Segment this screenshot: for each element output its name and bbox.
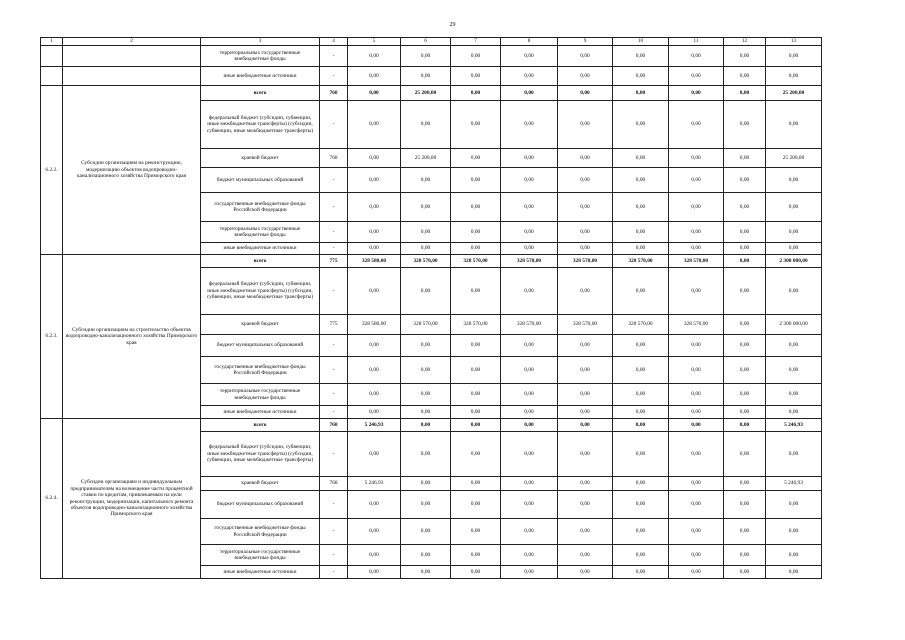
amount-cell: 0,00 [724,46,766,67]
amount-cell: 0,00 [613,168,669,193]
amount-cell: 0,00 [401,545,451,566]
amount-cell: 0,00 [348,357,401,384]
measure-title: Субсидии организациям на строительство объектов водопроводно-канализационного хозяйства Приморского края [63,255,201,419]
amount-cell: 0,00 [558,168,613,193]
amount-cell: 0,00 [401,384,451,406]
page-number: 29 [449,22,456,28]
funding-source: государственные внебюджетные фонды Российской Федерации [201,357,320,384]
amount-cell: 0,00 [451,168,501,193]
amount-cell: 0,00 [558,545,613,566]
budget-code: - [320,357,348,384]
amount-cell: 0,00 [501,477,558,491]
amount-cell: 0,00 [724,566,766,579]
amount-cell: 5 246,93 [348,419,401,432]
amount-cell: 328 580,00 [348,255,401,268]
amount-cell: 0,00 [348,335,401,357]
budget-table [40,37,822,579]
budget-code: - [320,545,348,566]
amount-cell: 0,00 [501,566,558,579]
column-header: 1 [41,38,63,46]
amount-cell: 0,00 [401,243,451,255]
amount-cell: 0,00 [451,545,501,566]
amount-cell: 0,00 [401,491,451,519]
empty-cell [63,67,201,86]
amount-cell: 0,00 [613,222,669,243]
amount-cell: 0,00 [613,46,669,67]
funding-source: федеральный бюджет (субсидии, субвенции, иные межбюджетные трансферты) (субсидии, субвенции, иные межбюджетные трансферты) [201,101,320,149]
amount-cell: 0,00 [401,67,451,86]
column-header: 4 [320,38,348,46]
amount-cell: 25 200,00 [401,149,451,168]
amount-cell: 0,00 [669,149,724,168]
amount-cell: 0,00 [501,335,558,357]
amount-cell: 0,00 [766,243,822,255]
amount-cell: 0,00 [401,222,451,243]
budget-code: - [320,406,348,419]
amount-cell: 0,00 [669,545,724,566]
measure-number: 6.2.4. [41,419,63,579]
amount-cell: 0,00 [766,491,822,519]
amount-cell: 0,00 [348,149,401,168]
funding-source: иные внебюджетные источники [201,243,320,255]
funding-source: федеральный бюджет (субсидии, субвенции, иные межбюджетные трансферты) (субсидии, субвенции, иные межбюджетные трансферты) [201,432,320,477]
funding-source: краевой бюджет [201,149,320,168]
amount-cell: 0,00 [613,406,669,419]
table-row [41,86,822,101]
column-header: 9 [558,38,613,46]
budget-code: - [320,46,348,67]
amount-cell: 0,00 [724,86,766,101]
amount-cell: 0,00 [724,149,766,168]
amount-cell: 0,00 [669,268,724,315]
column-header: 3 [201,38,320,46]
funding-source: государственные внебюджетные фонды Российской Федерации [201,193,320,222]
amount-cell: 328 570,00 [451,255,501,268]
amount-cell: 0,00 [613,545,669,566]
header-row [41,38,822,46]
funding-source: краевой бюджет [201,315,320,335]
budget-code: - [320,519,348,545]
budget-code: - [320,67,348,86]
amount-cell: 0,00 [766,46,822,67]
amount-cell: 25 200,00 [766,149,822,168]
amount-cell: 0,00 [766,406,822,419]
amount-cell: 5 246,93 [766,477,822,491]
amount-cell: 0,00 [613,243,669,255]
column-header: 13 [766,38,822,46]
amount-cell: 0,00 [501,519,558,545]
amount-cell: 0,00 [401,193,451,222]
budget-code: - [320,566,348,579]
amount-cell: 0,00 [501,168,558,193]
amount-cell: 2 300 000,00 [766,255,822,268]
amount-cell: 0,00 [766,432,822,477]
amount-cell: 328 570,00 [613,255,669,268]
amount-cell: 0,00 [451,268,501,315]
amount-cell: 0,00 [558,519,613,545]
funding-source: территориальные государственные внебюджетные фонды [201,545,320,566]
amount-cell: 0,00 [669,432,724,477]
amount-cell: 0,00 [558,67,613,86]
amount-cell: 0,00 [558,406,613,419]
amount-cell: 0,00 [451,357,501,384]
amount-cell: 0,00 [766,101,822,149]
amount-cell: 0,00 [766,545,822,566]
amount-cell: 0,00 [613,491,669,519]
amount-cell: 0,00 [613,86,669,101]
amount-cell: 0,00 [451,519,501,545]
amount-cell: 0,00 [451,101,501,149]
amount-cell: 0,00 [348,384,401,406]
amount-cell: 5 246,93 [348,477,401,491]
funding-source: краевой бюджет [201,477,320,491]
amount-cell: 0,00 [724,193,766,222]
amount-cell: 0,00 [348,222,401,243]
amount-cell: 0,00 [766,268,822,315]
amount-cell: 0,00 [724,545,766,566]
amount-cell: 0,00 [451,193,501,222]
amount-cell: 0,00 [451,222,501,243]
amount-cell: 0,00 [766,222,822,243]
amount-cell: 0,00 [558,86,613,101]
amount-cell: 328 580,00 [348,315,401,335]
amount-cell: 0,00 [766,193,822,222]
amount-cell: 0,00 [766,168,822,193]
empty-cell [63,46,201,67]
budget-code: - [320,268,348,315]
amount-cell: 0,00 [558,193,613,222]
amount-cell: 0,00 [451,46,501,67]
amount-cell: 0,00 [613,67,669,86]
column-header: 6 [401,38,451,46]
amount-cell: 0,00 [558,222,613,243]
amount-cell: 0,00 [501,268,558,315]
amount-cell: 0,00 [348,46,401,67]
table-row [41,255,822,268]
amount-cell: 0,00 [669,243,724,255]
amount-cell: 5 246,93 [766,419,822,432]
amount-cell: 0,00 [558,357,613,384]
funding-source: бюджет муниципальных образований [201,335,320,357]
amount-cell: 0,00 [501,545,558,566]
amount-cell: 0,00 [348,432,401,477]
amount-cell: 0,00 [501,432,558,477]
amount-cell: 0,00 [724,406,766,419]
amount-cell: 0,00 [766,67,822,86]
funding-source: территориальных государственные внебюджетные фонды [201,46,320,67]
budget-code: - [320,384,348,406]
amount-cell: 0,00 [724,432,766,477]
amount-cell: 0,00 [766,357,822,384]
budget-code: - [320,491,348,519]
empty-cell [41,67,63,86]
amount-cell: 0,00 [724,335,766,357]
amount-cell: 0,00 [501,419,558,432]
amount-cell: 0,00 [348,268,401,315]
amount-cell: 0,00 [558,491,613,519]
budget-code: - [320,335,348,357]
amount-cell: 0,00 [613,432,669,477]
amount-cell: 0,00 [724,255,766,268]
amount-cell: 0,00 [724,268,766,315]
amount-cell: 0,00 [401,519,451,545]
column-header: 10 [613,38,669,46]
amount-cell: 0,00 [501,406,558,419]
amount-cell: 0,00 [724,101,766,149]
amount-cell: 328 570,00 [501,315,558,335]
amount-cell: 0,00 [613,193,669,222]
budget-code: 768 [320,149,348,168]
amount-cell: 0,00 [501,86,558,101]
amount-cell: 0,00 [451,477,501,491]
amount-cell: 0,00 [669,335,724,357]
funding-source: федеральный бюджет (субсидии, субвенции, иные межбюджетные трансферты) (субсидии, субвенции, иные межбюджетные трансферты) [201,268,320,315]
amount-cell: 0,00 [558,101,613,149]
funding-source: иные внебюджетные источники [201,566,320,579]
amount-cell: 0,00 [669,419,724,432]
amount-cell: 0,00 [451,419,501,432]
funding-source: бюджет муниципальных образований [201,491,320,519]
amount-cell: 0,00 [501,243,558,255]
budget-code: - [320,101,348,149]
amount-cell: 0,00 [451,432,501,477]
column-header: 12 [724,38,766,46]
amount-cell: 328 570,00 [558,255,613,268]
column-header: 5 [348,38,401,46]
amount-cell: 0,00 [451,335,501,357]
amount-cell: 0,00 [451,149,501,168]
amount-cell: 0,00 [766,566,822,579]
amount-cell: 0,00 [348,101,401,149]
amount-cell: 0,00 [766,519,822,545]
amount-cell: 0,00 [724,491,766,519]
amount-cell: 328 570,00 [451,315,501,335]
amount-cell: 0,00 [558,566,613,579]
amount-cell: 0,00 [669,67,724,86]
amount-cell: 0,00 [501,67,558,86]
amount-cell: 0,00 [613,268,669,315]
funding-source: всего [201,255,320,268]
amount-cell: 328 570,00 [401,255,451,268]
amount-cell: 0,00 [724,419,766,432]
amount-cell: 0,00 [613,566,669,579]
funding-source: иные внебюджетные источники [201,406,320,419]
amount-cell: 0,00 [669,519,724,545]
amount-cell: 0,00 [724,243,766,255]
empty-cell [41,46,63,67]
funding-source: территориальных государственные внебюджетные фонды [201,222,320,243]
amount-cell: 0,00 [558,384,613,406]
amount-cell: 0,00 [724,384,766,406]
amount-cell: 0,00 [724,67,766,86]
amount-cell: 0,00 [613,357,669,384]
amount-cell: 0,00 [669,222,724,243]
amount-cell: 0,00 [348,406,401,419]
amount-cell: 0,00 [558,419,613,432]
amount-cell: 0,00 [451,566,501,579]
amount-cell: 0,00 [669,46,724,67]
budget-code: - [320,193,348,222]
amount-cell: 0,00 [724,222,766,243]
amount-cell: 0,00 [451,86,501,101]
amount-cell: 0,00 [613,419,669,432]
amount-cell: 0,00 [451,67,501,86]
amount-cell: 2 300 000,00 [766,315,822,335]
amount-cell: 0,00 [451,491,501,519]
amount-cell: 0,00 [558,149,613,168]
amount-cell: 0,00 [669,86,724,101]
amount-cell: 0,00 [401,432,451,477]
amount-cell: 0,00 [613,519,669,545]
amount-cell: 0,00 [348,545,401,566]
amount-cell: 0,00 [401,477,451,491]
funding-source: государственные внебюджетные фонды Российской Федерации [201,519,320,545]
amount-cell: 328 570,00 [501,255,558,268]
amount-cell: 0,00 [766,384,822,406]
budget-code: - [320,243,348,255]
amount-cell: 0,00 [558,477,613,491]
amount-cell: 0,00 [724,357,766,384]
amount-cell: 0,00 [613,101,669,149]
amount-cell: 0,00 [724,168,766,193]
amount-cell: 0,00 [348,168,401,193]
amount-cell: 0,00 [348,193,401,222]
funding-source: иные внебюджетные источники [201,67,320,86]
amount-cell: 0,00 [401,168,451,193]
amount-cell: 25 200,00 [766,86,822,101]
amount-cell: 0,00 [613,384,669,406]
amount-cell: 0,00 [501,46,558,67]
amount-cell: 0,00 [451,243,501,255]
amount-cell: 0,00 [401,101,451,149]
measure-title: Субсидии организациям и индивидуальным предпринимателям на возмещение части процентной ставки по кредитам, привлекаемым на цели реконструкции, модернизации, капитального ремонта объектов водопроводно-канализационного хозяйства Приморского края [63,419,201,579]
budget-code: - [320,222,348,243]
amount-cell: 0,00 [348,519,401,545]
amount-cell: 0,00 [558,46,613,67]
amount-cell: 328 570,00 [669,255,724,268]
funding-source: всего [201,86,320,101]
budget-code: 768 [320,419,348,432]
amount-cell: 0,00 [669,384,724,406]
amount-cell: 0,00 [501,491,558,519]
amount-cell: 0,00 [401,419,451,432]
amount-cell: 0,00 [501,222,558,243]
amount-cell: 0,00 [348,86,401,101]
amount-cell: 0,00 [451,406,501,419]
table-row [41,67,822,86]
amount-cell: 0,00 [501,149,558,168]
amount-cell: 0,00 [501,357,558,384]
budget-code: 775 [320,315,348,335]
amount-cell: 0,00 [669,193,724,222]
amount-cell: 328 570,00 [669,315,724,335]
amount-cell: 0,00 [401,335,451,357]
budget-code: 768 [320,86,348,101]
amount-cell: 0,00 [669,101,724,149]
amount-cell: 0,00 [401,566,451,579]
amount-cell: 0,00 [501,101,558,149]
amount-cell: 328 570,00 [613,315,669,335]
column-header: 2 [63,38,201,46]
column-header: 8 [501,38,558,46]
column-header: 11 [669,38,724,46]
budget-code: 768 [320,477,348,491]
amount-cell: 328 570,00 [558,315,613,335]
amount-cell: 0,00 [724,519,766,545]
amount-cell: 0,00 [613,335,669,357]
amount-cell: 0,00 [669,357,724,384]
amount-cell: 0,00 [401,406,451,419]
amount-cell: 328 570,00 [401,315,451,335]
amount-cell: 0,00 [669,168,724,193]
amount-cell: 0,00 [558,268,613,315]
column-header: 7 [451,38,501,46]
measure-number: 6.2.2. [41,86,63,255]
amount-cell: 0,00 [451,384,501,406]
budget-code: 775 [320,255,348,268]
amount-cell: 0,00 [348,491,401,519]
funding-source: бюджет муниципальных образований [201,168,320,193]
amount-cell: 0,00 [724,315,766,335]
measure-number: 6.2.3. [41,255,63,419]
budget-code: - [320,432,348,477]
amount-cell: 0,00 [501,193,558,222]
amount-cell: 0,00 [558,335,613,357]
amount-cell: 0,00 [401,46,451,67]
amount-cell: 0,00 [348,243,401,255]
funding-source: территориальные государственные внебюджетные фонды [201,384,320,406]
amount-cell: 0,00 [558,243,613,255]
amount-cell: 0,00 [401,268,451,315]
amount-cell: 0,00 [669,406,724,419]
amount-cell: 0,00 [348,67,401,86]
table-row [41,46,822,67]
amount-cell: 0,00 [348,566,401,579]
amount-cell: 0,00 [669,566,724,579]
amount-cell: 0,00 [613,477,669,491]
amount-cell: 0,00 [724,477,766,491]
table-row [41,419,822,432]
measure-title: Субсидии организациям на реконструкцию, модернизацию объектов водопроводно-канализационного хозяйства Приморского края [63,86,201,255]
amount-cell: 0,00 [501,384,558,406]
amount-cell: 25 200,00 [401,86,451,101]
amount-cell: 0,00 [669,477,724,491]
amount-cell: 0,00 [401,357,451,384]
amount-cell: 0,00 [669,491,724,519]
funding-source: всего [201,419,320,432]
amount-cell: 0,00 [766,335,822,357]
amount-cell: 0,00 [558,432,613,477]
budget-code: - [320,168,348,193]
amount-cell: 0,00 [613,149,669,168]
